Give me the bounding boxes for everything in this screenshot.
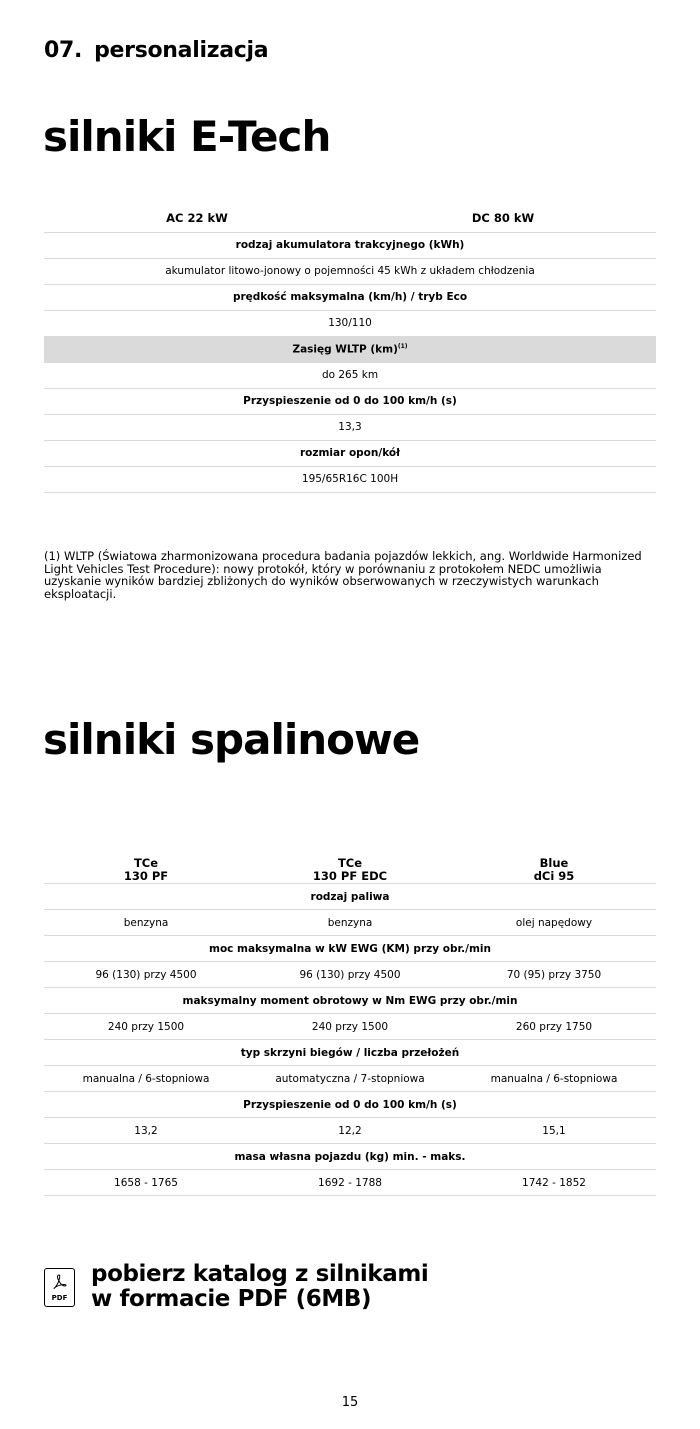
table-row — [44, 1040, 656, 1066]
column-header-line2: 130 PF — [123, 869, 169, 883]
table-row — [44, 440, 656, 466]
cell: manualna / 6-stopniowa — [44, 1066, 248, 1092]
table-row — [44, 388, 656, 414]
cell: manualna / 6-stopniowa — [452, 1066, 656, 1092]
table-row — [44, 1066, 656, 1092]
row-label: masa własna pojazdu (kg) min. - maks. — [44, 1144, 656, 1170]
column-header-line2: dCi 95 — [533, 869, 575, 883]
table-row — [44, 884, 656, 910]
row-value: 130/110 — [44, 310, 656, 336]
cell: benzyna — [44, 910, 248, 936]
row-label: rodzaj paliwa — [44, 884, 656, 910]
table-row — [44, 310, 656, 336]
cell: 240 przy 1500 — [44, 1014, 248, 1040]
row-value: 195/65R16C 100H — [44, 466, 656, 492]
cell: 1692 - 1788 — [248, 1170, 452, 1196]
row-label: rodzaj akumulatora trakcyjnego (kWh) — [44, 232, 656, 258]
section-title: personalizacja — [94, 38, 269, 63]
pdf-file-icon[interactable] — [44, 1268, 75, 1307]
cell: 240 przy 1500 — [248, 1014, 452, 1040]
table-row — [44, 414, 656, 440]
cell: 260 przy 1750 — [452, 1014, 656, 1040]
cell: automatyczna / 7-stopniowa — [248, 1066, 452, 1092]
cell: 1742 - 1852 — [452, 1170, 656, 1196]
page-number: 15 — [341, 1395, 359, 1410]
row-label: moc maksymalna w kW EWG (KM) przy obr./min — [44, 936, 656, 962]
column-header: AC 22 kW — [44, 206, 350, 232]
cell: 96 (130) przy 4500 — [44, 962, 248, 988]
cell: olej napędowy — [452, 910, 656, 936]
row-label: Przyspieszenie od 0 do 100 km/h (s) — [44, 388, 656, 414]
pdf-icon-label: PDF — [51, 1294, 68, 1302]
row-label: rozmiar opon/kół — [44, 440, 656, 466]
cell: 13,2 — [44, 1118, 248, 1144]
column-header — [248, 857, 452, 884]
column-header — [452, 857, 656, 884]
table-row — [44, 1170, 656, 1196]
cell: 12,2 — [248, 1118, 452, 1144]
table-row — [44, 232, 656, 258]
pdf-download-link[interactable] — [44, 1262, 444, 1322]
combustion-spec-table — [44, 857, 656, 1196]
table-row — [44, 988, 656, 1014]
etech-spec-table — [44, 206, 656, 493]
cell: 15,1 — [452, 1118, 656, 1144]
table-row — [44, 466, 656, 492]
table-row — [44, 936, 656, 962]
cell: 96 (130) przy 4500 — [248, 962, 452, 988]
table-row — [44, 1144, 656, 1170]
column-header-line2: 130 PF EDC — [312, 869, 388, 883]
row-label: Przyspieszenie od 0 do 100 km/h (s) — [44, 1092, 656, 1118]
table-row — [44, 962, 656, 988]
wltp-footnote: (1) WLTP (Światowa zharmonizowana procedura badania pojazdów lekkich, ang. Worldwide Harmonized Light Vehicles Test Procedure): nowy protokół, który w porównaniu z protokołem NEDC umożliwia uzyskanie wyników bardziej zbliżonych do wyników obserwowanych w rzeczywistych warunkach eksploatacji. — [44, 549, 642, 601]
table-row — [44, 910, 656, 936]
cell: benzyna — [248, 910, 452, 936]
row-value: do 265 km — [44, 362, 656, 388]
row-value: akumulator litowo-jonowy o pojemności 45 kWh z układem chłodzenia — [44, 258, 656, 284]
footnote-ref: (1) — [397, 342, 408, 350]
table-header-row — [44, 206, 656, 232]
row-label — [44, 336, 656, 362]
table-row — [44, 258, 656, 284]
section-number: 07. — [44, 38, 83, 63]
table-row-highlighted — [44, 336, 656, 362]
table-header-row — [44, 857, 656, 884]
column-header-line1: TCe — [133, 856, 159, 870]
row-value: 13,3 — [44, 414, 656, 440]
row-label: typ skrzyni biegów / liczba przełożeń — [44, 1040, 656, 1066]
column-header: DC 80 kW — [350, 206, 656, 232]
column-header-line1: TCe — [337, 856, 363, 870]
cell: 70 (95) przy 3750 — [452, 962, 656, 988]
acrobat-icon — [53, 1274, 67, 1289]
pdf-download-text[interactable]: pobierz katalog z silnikami w formacie PDF (6MB) — [91, 1261, 429, 1312]
row-label: prędkość maksymalna (km/h) / tryb Eco — [44, 284, 656, 310]
cell: 1658 - 1765 — [44, 1170, 248, 1196]
column-header — [44, 857, 248, 884]
table-row — [44, 1014, 656, 1040]
row-label: maksymalny moment obrotowy w Nm EWG przy obr./min — [44, 988, 656, 1014]
table-row — [44, 1092, 656, 1118]
column-header-line1: Blue — [539, 856, 569, 870]
table-row — [44, 1118, 656, 1144]
row-label-text: Zasięg WLTP (km) — [292, 343, 398, 356]
table-row — [44, 284, 656, 310]
etech-title: silniki E-Tech — [43, 112, 331, 161]
combustion-title: silniki spalinowe — [43, 715, 420, 764]
table-row — [44, 362, 656, 388]
section-heading — [44, 38, 268, 63]
